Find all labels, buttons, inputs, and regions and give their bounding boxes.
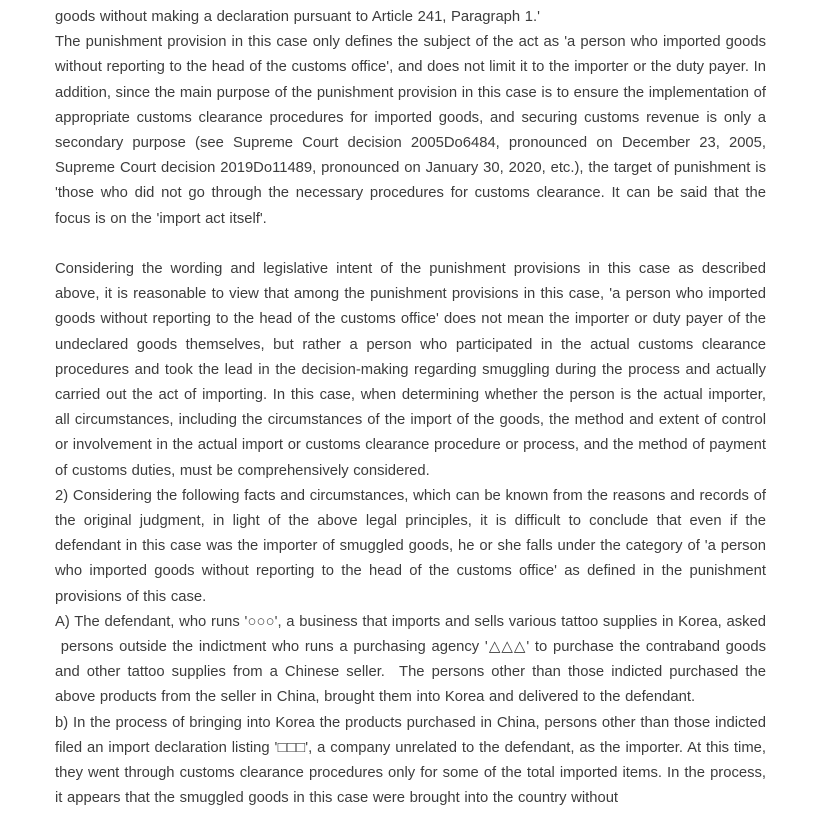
paragraph-spacer	[55, 232, 766, 257]
paragraph-punishment-provision: The punishment provision in this case only defines the subject of the act as 'a person who imported goods without reporting to the head of the customs office', and does not limit it to the importer or the duty payer. In addition, since the main purpose of the punishment provision in this case is to ensure the implementation of appropriate customs clearance procedures for imported goods, and securing customs revenue is only a secondary purpose (see Supreme Court decision 2005Do6484, pronounced on December 23, 2005, Supreme Court decision 2019Do11489, pronounced on January 30, 2020, etc.), the target of punishment is 'those who did not go through the necessary procedures for customs clearance. It can be said that the focus is on the 'import act itself'.	[55, 34, 766, 227]
paragraph-continuation: goods without making a declaration pursuant to Article 241, Paragraph 1.'	[55, 9, 540, 25]
paragraph-item-2: 2) Considering the following facts and circumstances, which can be known from the reasons and records of the original judgment, in light of the above legal principles, it is difficult to conclude that even if the defendant in this case was the importer of smuggled goods, he or she falls under the category of 'a person who imported goods without reporting to the head of the customs office' as defined in the punishment provisions of this case.	[55, 487, 766, 605]
paragraph-legal-reasoning: Considering the wording and legislative intent of the punishment provisions in this case as described above, it is reasonable to view that among the punishment provisions in this case, 'a person who imported goods without reporting to the head of the customs office' does not mean the importer or duty payer of the undeclared goods themselves, but rather a person who participated in the actual customs clearance procedures and took the lead in the decision-making regarding smuggling during the process and actually carried out the act of importing. In this case, when determining whether the person is the actual importer, all circumstances, including the circumstances of the import of the goods, the method and extent of control or involvement in the actual import or customs clearance procedure or process, and the method of payment of customs duties, must be comprehensively considered.	[55, 261, 766, 479]
paragraph-item-a: A) The defendant, who runs '○○○', a business that imports and sells various tattoo supplies in Korea, asked persons outside the indictment who runs a purchasing agency '△△△' to purchase the contraband goods and other tattoo supplies from a Chinese seller. The persons other than those indicted purchased the above products from the seller in China, brought them into Korea and delivered to the defendant.	[55, 613, 766, 706]
paragraph-item-b: b) In the process of bringing into Korea the products purchased in China, persons other than those indicted filed an import declaration listing '□□□', a company unrelated to the defendant, as the importer. At this time, they went through customs clearance procedures only for some of the total imported items. In the process, it appears that the smuggled goods in this case were brought into the country without	[55, 714, 766, 807]
